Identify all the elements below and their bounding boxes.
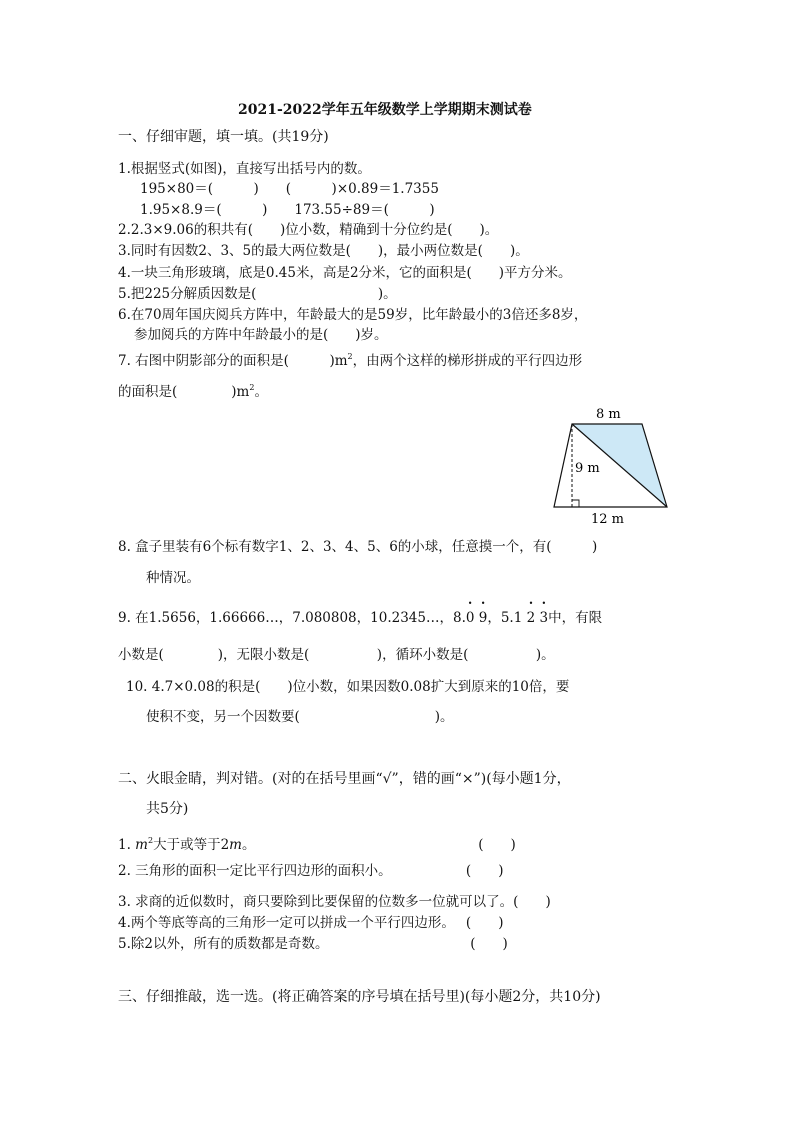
judge-q1-var2: m bbox=[229, 837, 242, 853]
repeating-digit: • 9 bbox=[479, 609, 488, 627]
repeating-digit: • 0 bbox=[466, 609, 475, 627]
q3: 3.同时有因数2、3、5的最大两位数是( )，最小两位数是( )。 bbox=[118, 243, 529, 259]
q7-a-pre: 7. 右图中阴影部分的面积是( )m bbox=[118, 353, 348, 369]
bottom-length-label: 12 m bbox=[591, 512, 625, 527]
q5: 5.把225分解质因数是( )。 bbox=[118, 286, 397, 302]
page-title: 2021-2022学年五年级数学上学期期末测试卷 bbox=[238, 102, 532, 118]
judge-q1-mid: 大于或等于2 bbox=[153, 837, 230, 853]
q9-a-post: 中，有限 bbox=[548, 610, 603, 626]
q10-line-a: 10. 4.7×0.08的积是( )位小数，如果因数0.08扩大到原来的10倍，要 bbox=[126, 679, 570, 695]
q7-line-b bbox=[118, 379, 268, 401]
judge-q1-num: 1. bbox=[118, 837, 136, 853]
judge-q1-end: 。 ( ) bbox=[241, 837, 516, 853]
q9-a-mid: ，5.1 bbox=[487, 610, 523, 626]
q8-line-a: 8. 盒子里装有6个标有数字1、2、3、4、5、6的小球，任意摸一个，有( ) bbox=[118, 539, 598, 555]
q9-line-b: 小数是( )，无限小数是( )，循环小数是( )。 bbox=[118, 647, 555, 663]
repeating-digit: • 2 bbox=[527, 609, 536, 627]
q9-a-pre: 9. 在1.5656，1.66666…，7.080808，10.2345…，8. bbox=[118, 610, 466, 626]
q1-line-a: 195×80＝( ) ( )×0.89＝1.7355 bbox=[140, 181, 439, 197]
q7-b-pre: 的面积是( )m bbox=[118, 384, 250, 400]
repeating-digit: • 3 bbox=[540, 609, 549, 627]
q10-line-b: 使积不变，另一个因数要( )。 bbox=[146, 709, 454, 725]
judge-q5: 5.除2以外，所有的质数都是奇数。 ( ) bbox=[118, 936, 508, 952]
q7-a-sup: 2 bbox=[347, 352, 353, 361]
q7-line-a bbox=[118, 348, 582, 370]
judge-q1 bbox=[118, 832, 516, 854]
q1-line-b: 1.95×8.9＝( ) 173.55÷89＝( ) bbox=[140, 202, 435, 218]
right-angle-mark bbox=[572, 500, 579, 507]
q8-line-b: 种情况。 bbox=[146, 570, 200, 586]
judge-q3: 3. 求商的近似数时，商只要除到比要保留的位数多一位就可以了。( ) bbox=[118, 894, 551, 910]
q7-a-post: ，由两个这样的梯形拼成的平行四边形 bbox=[352, 353, 583, 369]
height-label: 9 m bbox=[575, 461, 600, 476]
q6-line-b: 参加阅兵的方阵中年龄最小的是( )岁。 bbox=[134, 327, 388, 343]
q4: 4.一块三角形玻璃，底是0.45米，高是2分米，它的面积是( )平方分米。 bbox=[118, 265, 572, 281]
section2-heading-a: 二、火眼金睛，判对错。(对的在括号里画“√”，错的画“×”)(每小题1分， bbox=[118, 771, 571, 787]
judge-q1-var1: m bbox=[135, 837, 148, 853]
judge-q4: 4.两个等底等高的三角形一定可以拼成一个平行四边形。 ( ) bbox=[118, 915, 504, 931]
section3-heading: 三、仔细推敲，选一选。(将正确答案的序号填在括号里)(每小题2分，共10分) bbox=[118, 989, 601, 1005]
top-length-label: 8 m bbox=[596, 407, 621, 422]
q9-line-a bbox=[118, 609, 602, 627]
judge-q1-sup: 2 bbox=[147, 836, 154, 845]
q7-b-post: 。 bbox=[254, 384, 268, 400]
section1-heading: 一、仔细审题，填一填。(共19分) bbox=[118, 129, 329, 145]
q1-intro: 1.根据竖式(如图)，直接写出括号内的数。 bbox=[118, 161, 371, 177]
section2-heading-b: 共5分) bbox=[146, 801, 189, 817]
trapezoid-figure bbox=[548, 404, 672, 528]
judge-q2: 2. 三角形的面积一定比平行四边形的面积小。 ( ) bbox=[118, 863, 504, 879]
q7-b-sup: 2 bbox=[249, 383, 255, 392]
q2: 2.2.3×9.06的积共有( )位小数，精确到十分位约是( )。 bbox=[118, 222, 499, 238]
q6-line-a: 6.在70周年国庆阅兵方阵中，年龄最大的是59岁，比年龄最小的3倍还多8岁， bbox=[118, 307, 588, 323]
